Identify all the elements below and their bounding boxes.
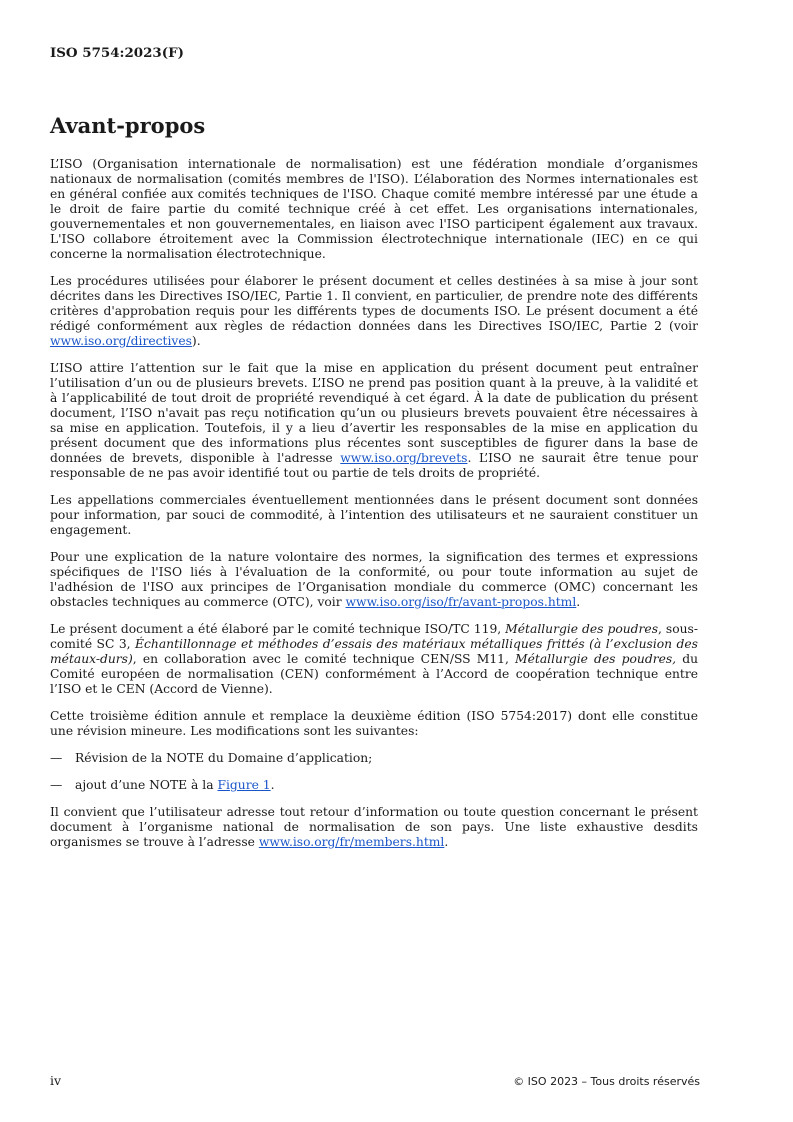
paragraph-6: Le présent document a été élaboré par le comité technique ISO/TC 119, Métallurgie des poudres, sous-comité SC 3, Échantillonnage et méthodes d’essais des matériaux métalliques frittés (à l’exclusion des métaux-durs), en collaboration avec le comité technique CEN/SS M11, Métallurgie des poudres, du Comité européen de normalisation (CEN) conformément à l’Accord de coopération technique entre l’ISO et le CEN (Accord de Vienne). — [50, 622, 699, 696]
paragraph-5: Pour une explication de la nature volontaire des normes, la signification des termes et expressions spécifiques de l'ISO liés à l'évaluation de la conformité, ou pour toute information au sujet de l'adhésion de l'ISO aux principes de l’Organisation mondiale du commerce (OMC) concernant les obstacles techniques au commerce (OTC), voir www.iso.org/iso/fr/avant-propos.html. — [50, 550, 698, 609]
list-item-1: — Révision de la NOTE du Domaine d’application; — [50, 751, 373, 765]
directives-link[interactable]: www.iso.org/directives — [50, 334, 192, 348]
paragraph-7: Cette troisième édition annule et remplace la deuxième édition (ISO 5754:2017) dont elle constitue une révision mineure. Les modifications sont les suivantes: — [50, 709, 698, 738]
paragraph-2: Les procédures utilisées pour élaborer le présent document et celles destinées à sa mise à jour sont décrites dans les Directives ISO/IEC, Partie 1. Il convient, en particulier, de prendre note des différents critères d'approbation requis pour les différents types de documents ISO. Le présent document a été rédigé conformément aux règles de rédaction données dans les Directives ISO/IEC, Partie 2 (voir www.iso.org/directives). — [50, 274, 698, 348]
paragraph-4: Les appellations commerciales éventuellement mentionnées dans le présent document sont données pour information, par souci de commodité, à l’intention des utilisateurs et ne sauraient constituer un engagement. — [50, 493, 698, 537]
list-dash: — — [50, 778, 63, 792]
list-dash: — — [50, 751, 63, 765]
paragraph-3: L’ISO attire l’attention sur le fait que la mise en application du présent document peut entraîner l’utilisation d’un ou de plusieurs brevets. L’ISO ne prend pas position quant à la preuve, à la validité et à l’applicabilité de tout droit de propriété revendiqué à cet égard. À la date de publication du présent document, l’ISO n'avait pas reçu notification qu’un ou plusieurs brevets pouvaient être nécessaires à sa mise en application. Toutefois, il y a lieu d’avertir les responsables de la mise en application du présent document que des informations plus récentes sont susceptibles de figurer dans la base de données de brevets, disponible à l'adresse www.iso.org/brevets. L’ISO ne saurait être tenue pour responsable de ne pas avoir identifié tout ou partie de tels droits de propriété. — [50, 361, 698, 480]
figure-1-link[interactable]: Figure 1 — [217, 778, 271, 792]
paragraph-1: L’ISO (Organisation internationale de normalisation) est une fédération mondiale d’organismes nationaux de normalisation (comités membres de l'ISO). L’élaboration des Normes internationales est en général confiée aux comités techniques de l'ISO. Chaque comité membre intéressé par une étude a le droit de faire partie du comité technique créé à cet effet. Les organisations internationales, gouvernementales et non gouvernementales, en liaison avec l'ISO participent également aux travaux. L'ISO collabore étroitement avec la Commission électrotechnique internationale (IEC) en ce qui concerne la normalisation électrotechnique. — [50, 157, 698, 261]
brevets-link[interactable]: www.iso.org/brevets — [340, 451, 468, 465]
members-link[interactable]: www.iso.org/fr/members.html — [258, 835, 445, 849]
foreword-body — [50, 157, 698, 862]
page-number: iv — [50, 1073, 62, 1088]
document-id: ISO 5754:2023(F) — [50, 45, 184, 61]
page-title: Avant-propos — [50, 113, 206, 138]
list-item-2: — ajout d’une NOTE à la Figure 1. — [50, 778, 275, 792]
avant-propos-link[interactable]: www.iso.org/iso/fr/avant-propos.html — [345, 595, 577, 609]
paragraph-8: Il convient que l’utilisateur adresse tout retour d’information ou toute question concernant le présent document à l’organisme national de normalisation de son pays. Une liste exhaustive desdits organismes se trouve à l’adresse www.iso.org/fr/members.html. — [50, 805, 698, 849]
copyright-notice: © ISO 2023 – Tous droits réservés — [513, 1075, 700, 1088]
